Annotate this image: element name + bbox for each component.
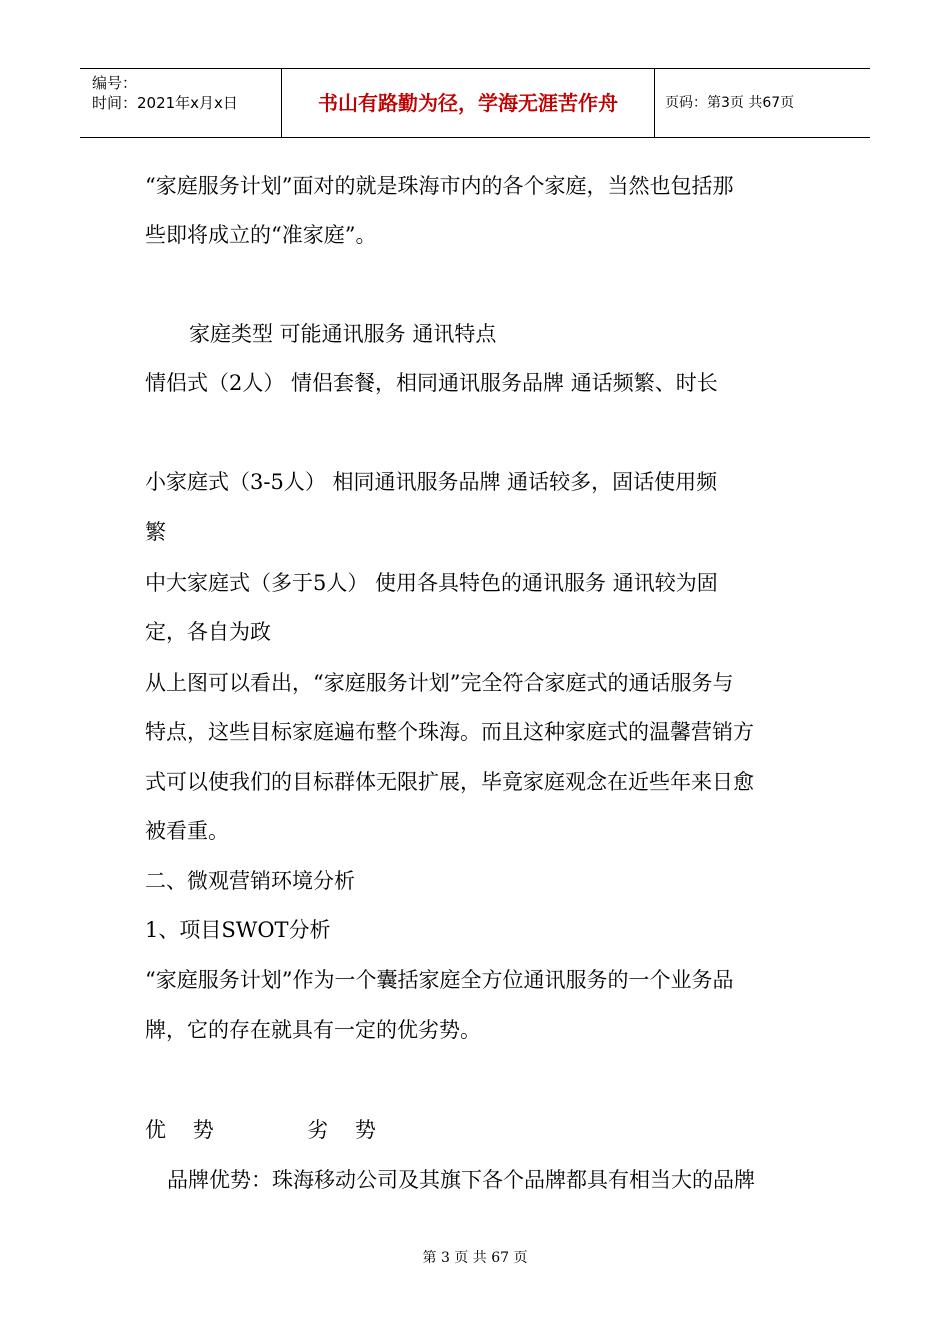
header-page-info: 页码：第3页 共67页 [665, 95, 795, 111]
table-row-line: 定，各自为政 [145, 620, 271, 644]
table-row-line: 中大家庭式（多于5人） 使用各具特色的通讯服务 通讯较为固 [145, 571, 718, 595]
body-line: 被看重。 [145, 819, 229, 843]
page-footer: 第 3 页 共 67 页 [422, 1250, 528, 1266]
swot-header-line: 优 势 劣 势 [145, 1118, 376, 1142]
table-header-line: 家庭类型 可能通讯服务 通讯特点 [189, 322, 497, 346]
body-line: 式可以使我们的目标群体无限扩展，毕竟家庭观念在近些年来日愈 [145, 770, 754, 794]
number-label: 编号： [92, 74, 138, 92]
body-line: 些即将成立的“准家庭”。 [145, 223, 377, 247]
date-label: 时间：2021年x月x日 [92, 94, 238, 112]
document-header [80, 68, 870, 138]
body-line: 品牌优势：珠海移动公司及其旗下各个品牌都具有相当大的品牌 [167, 1168, 755, 1192]
table-row-line: 繁 [145, 520, 166, 544]
body-line: 从上图可以看出，“家庭服务计划”完全符合家庭式的通话服务与 [145, 671, 734, 695]
body-line: “家庭服务计划”作为一个囊括家庭全方位通讯服务的一个业务品 [145, 968, 734, 992]
body-line: 牌，它的存在就具有一定的优劣势。 [145, 1018, 481, 1042]
section-heading: 二、微观营销环境分析 [145, 869, 355, 893]
body-line: “家庭服务计划”面对的就是珠海市内的各个家庭，当然也包括那 [145, 174, 734, 198]
body-line: 特点，这些目标家庭遍布整个珠海。而且这种家庭式的温馨营销方 [145, 720, 754, 744]
header-meta [80, 69, 281, 137]
subsection-heading: 1、项目SWOT分析 [145, 918, 331, 942]
table-row-line: 小家庭式（3-5人） 相同通讯服务品牌 通话较多，固话使用频 [145, 470, 718, 494]
table-row-line: 情侣式（2人） 情侣套餐，相同通讯服务品牌 通话频繁、时长 [145, 371, 718, 395]
header-motto: 书山有路勤为径，学海无涯苦作舟 [281, 69, 655, 137]
